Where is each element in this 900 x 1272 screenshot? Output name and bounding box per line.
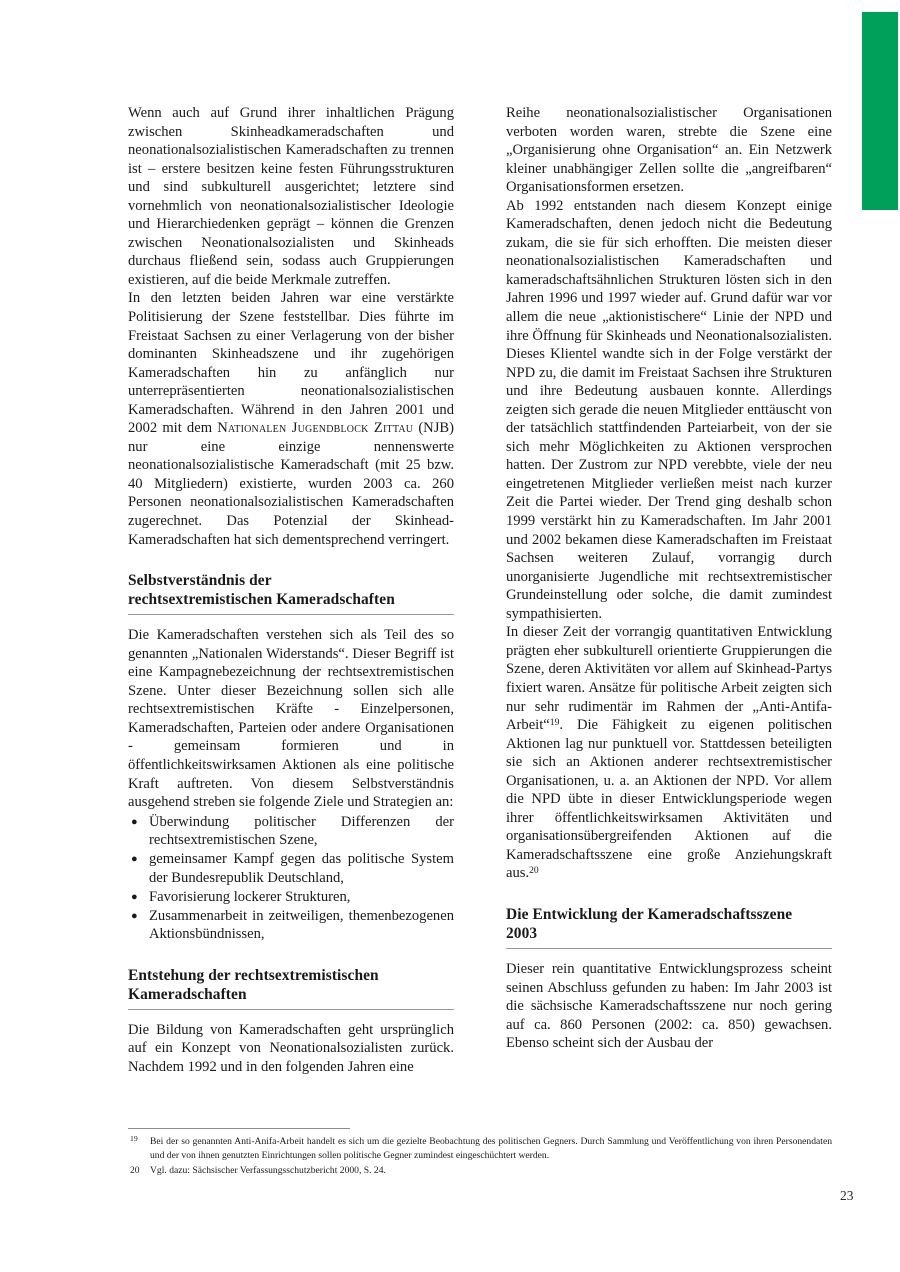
- right-paragraph-3: [506, 623, 832, 883]
- footnote-separator: [128, 1128, 350, 1129]
- heading-selbstverstaendnis: [128, 571, 454, 615]
- section-tab: [862, 12, 898, 210]
- heading-entwicklung-text: [506, 905, 832, 943]
- section-tab-label: [862, 0, 898, 48]
- heading-entstehung: [128, 966, 454, 1010]
- heading-rule: [128, 1009, 454, 1010]
- body-columns: [128, 104, 832, 1114]
- bullet-icon: ●: [131, 890, 138, 903]
- footnote-20-number: 20: [130, 1164, 140, 1176]
- heading-line-1: Selbstverständnis der: [128, 572, 272, 590]
- list-item-label: Überwindung politischer Differenzen der rechtsextremistischen Szene,: [149, 813, 454, 849]
- left-paragraph-4: Die Bildung von Kameradschaften geht ursprünglich auf ein Konzept von Neonationalsozialisten zurück. Nachdem 1992 und in den folgenden Jahren eine: [128, 1021, 454, 1076]
- right-column: [506, 104, 832, 1114]
- list-item-label: gemeinsamer Kampf gegen das politische System der Bundesrepublik Deutschland,: [149, 851, 454, 886]
- heading-line-1: Entstehung der rechtsextremistischen: [128, 966, 379, 984]
- footnotes-area: [128, 1128, 832, 1177]
- list-item: [128, 850, 454, 887]
- heading-line-2: Kameradschaften: [128, 985, 247, 1003]
- left-paragraph-2: [128, 289, 454, 549]
- bullet-icon: ●: [131, 909, 138, 922]
- page-number: 23: [840, 1188, 854, 1203]
- left-paragraph-1: Wenn auch auf Grund ihrer inhaltlichen Prägung zwischen Skinheadkameradschaften und neonationalsozialistischen Kameradschaften zu trennen ist – erstere besitzen keine festen Führungsstrukturen und sind subkulturell ausgerichtet; letztere sind vornehmlich von neonationalsozialistischer Ideologie und Hierarchiedenken geprägt – können die Grenzen zwischen Neonationalsozialisten und Skinheads durchaus fließend sein, sodass auch Gruppierungen existieren, auf die beide Merkmale zutreffen.: [128, 105, 454, 288]
- bullet-icon: ●: [131, 853, 138, 866]
- footnote-marker-19[interactable]: 19: [549, 717, 560, 728]
- list-item-label: Favorisierung lockerer Strukturen,: [149, 888, 351, 905]
- right-paragraph-2: Ab 1992 entstanden nach diesem Konzept einige Kameradschaften, denen jedoch nicht die Bedeutung zukam, die sie für sich erhofften. Die meisten dieser neonationalsozialistischen Kameradschaften und kameradschaftsähnlichen Strukturen lösten sich in den Jahren 1996 und 1997 wieder auf. Grund dafür war vor allem die neue „aktionistischere“ Linie der NPD und ihre Öffnung für Skinheads und Neonationalsozialisten. Dieses Klientel wandte sich in der Folge verstärkt der NPD zu, die damit im Freistaat Sachsen ihre Strukturen und ihre Bedeutung ausbauen konnte. Allerdings zeigten sich gerade die neuen Mitglieder enttäuscht von der tatsächlich stattfindenden Parteiarbeit, von der sie sich mehr Möglichkeiten zu Aktionen versprochen hatten. Der Zustrom zur NPD verebbte, viele der neu eingetretenen Mitglieder verließen meist nach kurzer Zeit die Partei wieder. Der Trend ging deshalb schon 1999 verstärkt hin zu Kameradschaften. Im Jahr 2001 und 2002 bekamen diese Kameradschaften im Freistaat Sachsen weiteren Zulauf, vorrangig durch unorganisierte Jugendliche mit rechtsextremistischer Grundeinstellung oder solche, die damit zumindest sympathisierten.: [506, 197, 832, 622]
- list-item: [128, 813, 454, 850]
- footnote-19: [128, 1135, 832, 1162]
- right-paragraph-3-part1: In dieser Zeit der vorrangig quantitativen Entwicklung prägten eher subkulturell orientierte Gruppierungen die Szene, deren Aktivitäten vor allem auf Skinhead-Partys fixiert waren. Ansätze für politische Arbeit zeigten sich nur sehr rudimentär im Rahmen der „Anti-Antifa-Arbeit“: [506, 624, 832, 734]
- footnote-19-number: [128, 1135, 150, 1162]
- left-paragraph-3: Die Kameradschaften verstehen sich als Teil des so genannten „Nationalen Widerstands“. Dieser Begriff ist eine Kampagnebezeichnung der rechtsextremistischen Szene. Unter dieser Bezeichnung sollen sich alle rechtsextremistischen Kräfte - Einzelpersonen, Kameradschaften, Parteien oder andere Organisationen - gemeinsam formieren und in öffentlichkeitswirksamen Aktionen als eine politische Kraft auftreten. Von diesem Selbstverständnis ausgehend streben sie folgende Ziele und Strategien an:: [128, 627, 454, 811]
- heading-line-2: rechtsextremistischen Kameradschaften: [128, 591, 395, 609]
- bullet-icon: ●: [131, 815, 138, 828]
- left-paragraph-2-smallcaps: Nationalen Jugendblock Zittau: [217, 420, 414, 437]
- heading-selbstverstaendnis-text: [128, 571, 454, 609]
- footnote-20: [128, 1164, 832, 1178]
- left-paragraph-2-part2: (NJB) nur eine einzige nennenswerte neonationalsozialistische Kameradschaft (mit 25 bzw. 40 Mitgliedern) existierte, wurden 2003 ca. 260 Personen neonationalsozialistischen Kameradschaften zugerechnet. Das Potenzial der Skinhead-Kameradschaften hat sich dementsprechend verringert.: [128, 420, 454, 548]
- heading-line-2: 2003: [506, 924, 538, 942]
- footnote-19-text: Bei der so genannten Anti-Anifa-Arbeit handelt es sich um die gezielte Beobachtung des politischen Gegners. Durch Sammlung und Veröffentlichung von ihren Personendaten und der von ihnen genutzten Einrichtungen sollen politische Gegner zumindest eingeschüchtert werden.: [150, 1136, 832, 1161]
- left-paragraph-2-part1: In den letzten beiden Jahren war eine verstärkte Politisierung der Szene feststellbar. Dies führte im Freistaat Sachsen zu einer Verlagerung von der bisher dominanten Skinheadszene und ihr zugehörigen Kameradschaften hin zu anfänglich nur unterrepräsentierten neonationalsozialistischen Kameradschaften. Während in den Jahren 2001 und 2002 mit dem: [128, 290, 454, 437]
- heading-line-1: Die Entwicklung der Kameradschaftsszene: [506, 905, 793, 923]
- heading-rule: [128, 614, 454, 615]
- heading-entstehung-text: [128, 966, 454, 1004]
- footnote-20-text: Vgl. dazu: Sächsischer Verfassungsschutzbericht 2000, S. 24.: [150, 1164, 386, 1176]
- heading-rule: [506, 948, 832, 949]
- heading-entwicklung: [506, 905, 832, 949]
- ziele-und-strategien-list: [128, 813, 454, 944]
- footnote-19-number-sup: 19: [130, 1133, 138, 1143]
- list-item: [128, 907, 454, 944]
- right-paragraph-4: Dieser rein quantitative Entwicklungsprozess scheint seinen Abschluss gefunden zu haben: Im Jahr 2003 ist die sächsische Kameradschaftsszene nur noch gering auf ca. 860 Personen (2002: ca. 850) gewachsen. Ebenso scheint sich der Ausbau der: [506, 960, 832, 1052]
- footnote-marker-20[interactable]: 20: [529, 865, 539, 877]
- list-item-label: Zusammenarbeit in zeitweiligen, themenbezogenen Aktionsbündnissen,: [149, 907, 454, 943]
- left-column: [128, 104, 454, 1114]
- right-paragraph-3-part2: . Die Fähigkeit zu eigenen politischen Aktionen lag nur punktuell vor. Stattdessen beteiligten sie sich an Aktionen anderer rechtsextremistischer Organisationen, u. a. an Aktionen der NPD. Vor allem die NPD übte in dieser Entwicklungsperiode wegen ihrer öffentlichkeitswirksamen Aktivitäten und organisationsübergreifenden Aktionen auf die Kameradschaftsszene eine große Anziehungskraft aus.: [506, 717, 832, 882]
- right-paragraph-1: Reihe neonationalsozialistischer Organisationen verboten worden waren, strebte die Szene eine „Organisierung ohne Organisation“ an. Ein Netzwerk kleiner unabhängiger Zellen sollte die „angreifbaren“ Organisationsformen ersetzen.: [506, 105, 832, 196]
- list-item: [128, 888, 454, 907]
